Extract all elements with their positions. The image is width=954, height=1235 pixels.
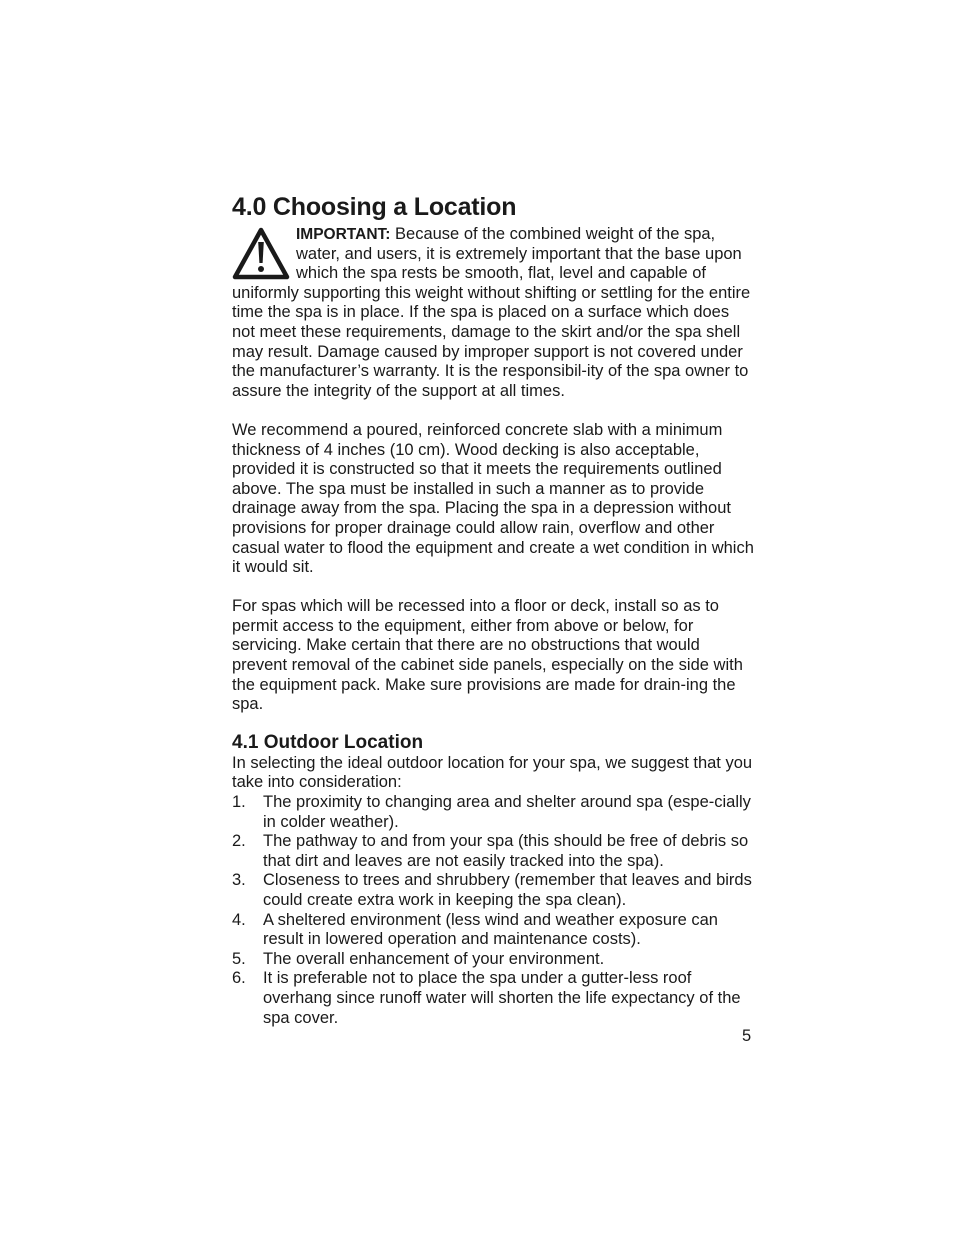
subsection-intro: In selecting the ideal outdoor location for your spa, we suggest that you take into consideration:	[232, 753, 753, 792]
list-item	[232, 950, 756, 970]
list-item-number: 2.	[232, 832, 246, 851]
warning-label: IMPORTANT:	[296, 226, 391, 243]
list-item	[232, 832, 756, 871]
warning-triangle-icon	[232, 227, 290, 281]
paragraph-recessed-spa: For spas which will be recessed into a floor or deck, install so as to permit access to the equipment, either from above or below, for servicing. Make certain that there are no obstructions that would prevent removal of the cabinet side panels, especially on the side with the equipment pack. Make sure provisions are made for drain-ing the spa.	[232, 597, 743, 714]
list-item	[232, 911, 756, 950]
list-item	[232, 969, 756, 1028]
list-item-text: The pathway to and from your spa (this should be free of debris so that dirt and leaves are not easily tracked into the spa).	[263, 832, 749, 870]
list-item-number: 1.	[232, 793, 246, 812]
list-item	[232, 871, 756, 910]
list-item-text: A sheltered environment (less wind and weather exposure can result in lowered operation and maintenance costs).	[263, 910, 718, 949]
list-item-text: The proximity to changing area and shelter around spa (espe-cially in colder weather).	[263, 793, 751, 831]
list-item-number: 3.	[232, 871, 246, 890]
warning-block	[232, 225, 756, 401]
considerations-list	[232, 793, 756, 1028]
list-item-text: It is preferable not to place the spa under a gutter-less roof overhang since runoff water will shorten the life expectancy of the spa cover.	[263, 969, 741, 1027]
warning-paragraph	[232, 225, 756, 401]
section-title: 4.0 Choosing a Location	[232, 193, 517, 221]
page-content	[232, 192, 756, 1028]
warning-text: Because of the combined weight of the spa, water, and users, it is extremely important that the base upon which the spa rests be smooth, flat, level and capable of uniformly supporting this weight without shifting or settling for the entire time the spa is in place. If the spa is placed on a surface which does not meet these requirements, damage to the skirt and/or the spa shell may result. Damage caused by improper support is not covered under the manufacturer’s warranty. It is the responsibil-ity of the spa owner to assure the integrity of the support at all times.	[232, 225, 751, 400]
list-item	[232, 793, 756, 832]
page-number: 5	[742, 1027, 752, 1045]
list-item-number: 4.	[232, 910, 246, 929]
subsection-title: 4.1 Outdoor Location	[232, 731, 424, 753]
list-item-text: Closeness to trees and shrubbery (remember that leaves and birds could create extra work in keeping the spa clean).	[263, 871, 752, 909]
paragraph-concrete-slab: We recommend a poured, reinforced concrete slab with a minimum thickness of 4 inches (10 cm). Wood decking is also acceptable, provided it is constructed so that it meets the requirements outlined above. The spa must be installed in such a manner as to provide drainage away from the spa. Placing the spa in a depression without provisions for proper drainage could allow rain, overflow and other casual water to flood the equipment and create a wet condition in which it would sit.	[232, 420, 754, 577]
list-item-number: 6.	[232, 969, 246, 988]
list-item-number: 5.	[232, 949, 246, 968]
list-item-text: The overall enhancement of your environment.	[263, 949, 605, 968]
